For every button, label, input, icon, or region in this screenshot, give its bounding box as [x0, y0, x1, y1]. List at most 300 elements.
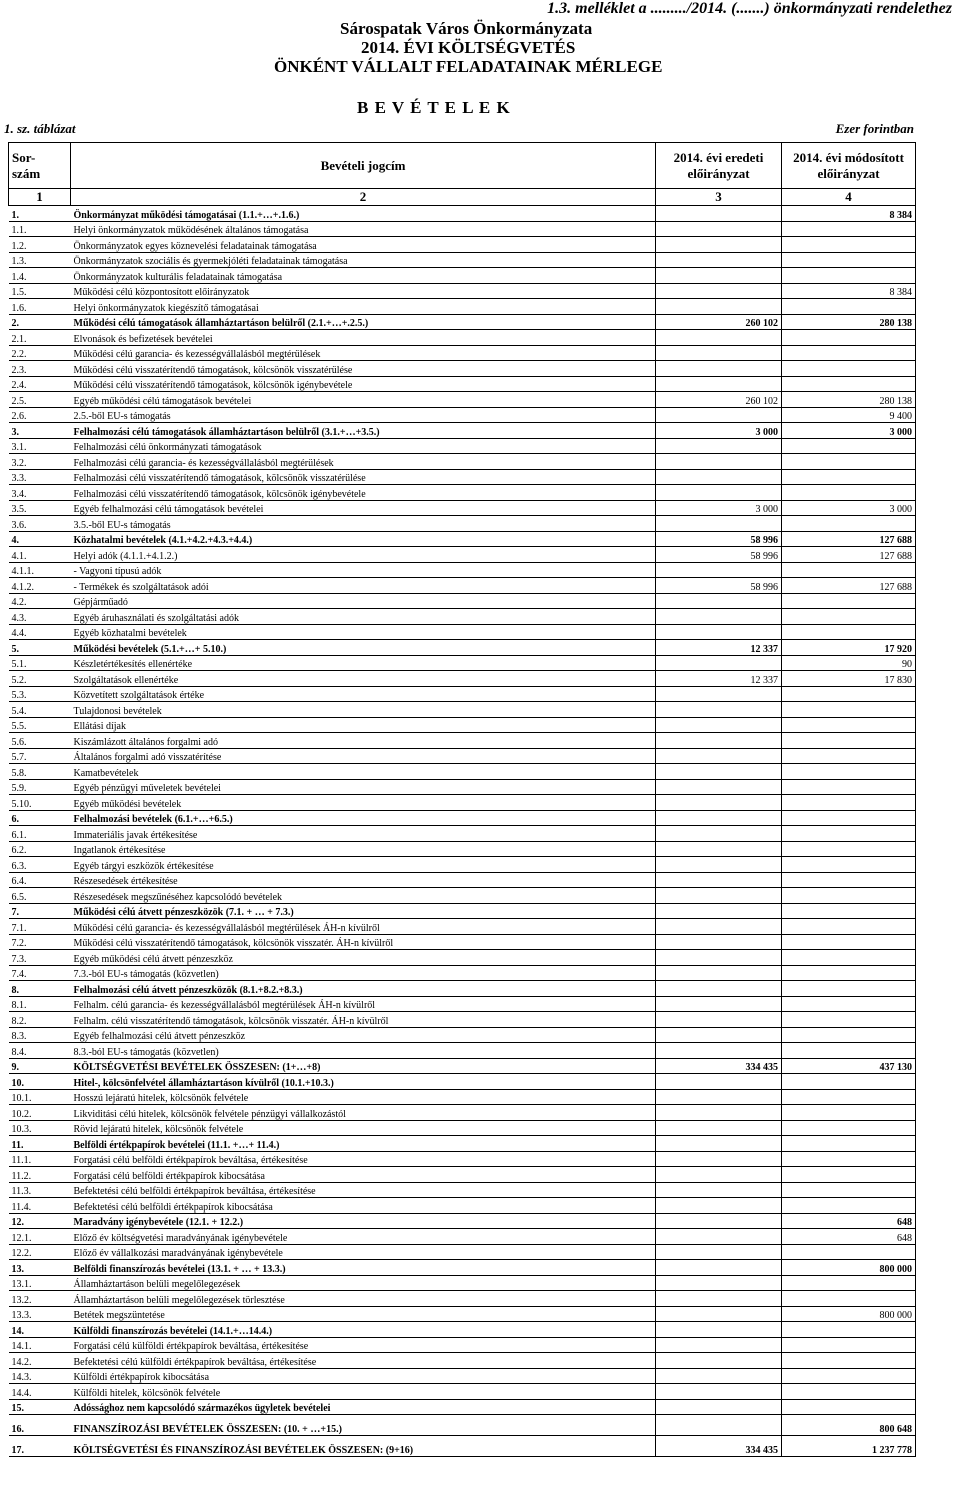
- row-original-amount: [656, 934, 782, 950]
- row-number: 5.2.: [9, 671, 71, 687]
- row-original-amount: [656, 1182, 782, 1198]
- row-modified-amount: [782, 1244, 916, 1260]
- annex-reference: 1.3. melléklet a ........./2014. (.......) önkormányzati rendelethez: [547, 0, 952, 17]
- row-modified-amount: 648: [782, 1213, 916, 1229]
- row-modified-amount: [782, 562, 916, 578]
- row-number: 13.1.: [9, 1275, 71, 1291]
- row-modified-amount: 3 000: [782, 423, 916, 439]
- row-original-amount: [656, 469, 782, 485]
- row-label: Működési célú garancia- és kezességvállalásból megtérülések: [71, 345, 656, 361]
- row-label: Felhalmozási célú visszatérítendő támogatások, kölcsönök visszatérülése: [71, 469, 656, 485]
- row-number: 7.3.: [9, 950, 71, 966]
- table-row: [9, 516, 916, 532]
- row-original-amount: [656, 283, 782, 299]
- row-label: Részesedések értékesítése: [71, 872, 656, 888]
- table-row: [9, 826, 916, 842]
- table-row: [9, 686, 916, 702]
- row-label: Tulajdonosi bevételek: [71, 702, 656, 718]
- row-original-amount: [656, 748, 782, 764]
- row-number: 11.: [9, 1136, 71, 1152]
- row-number: 2.1.: [9, 330, 71, 346]
- row-label: Felhalmozási célú támogatások államháztartáson belülről (3.1.+…+3.5.): [71, 423, 656, 439]
- row-number: 14.3.: [9, 1368, 71, 1384]
- row-original-amount: [656, 562, 782, 578]
- row-modified-amount: [782, 438, 916, 454]
- row-modified-amount: [782, 485, 916, 501]
- row-label: Működési célú támogatások államháztartáson belülről (2.1.+…+.2.5.): [71, 314, 656, 330]
- row-original-amount: 260 102: [656, 392, 782, 408]
- row-modified-amount: [782, 965, 916, 981]
- row-number: 8.: [9, 981, 71, 997]
- col-number-1: 1: [9, 189, 71, 206]
- row-number: 8.1.: [9, 996, 71, 1012]
- table-row: [9, 764, 916, 780]
- row-number: 4.1.: [9, 547, 71, 563]
- row-number: 7.: [9, 903, 71, 919]
- row-modified-amount: [782, 733, 916, 749]
- row-modified-amount: [782, 950, 916, 966]
- row-original-amount: [656, 609, 782, 625]
- row-number: 1.: [9, 206, 71, 222]
- row-number: 10.3.: [9, 1120, 71, 1136]
- table-row: [9, 1182, 916, 1198]
- row-label: Közvetített szolgáltatások értéke: [71, 686, 656, 702]
- row-original-amount: [656, 872, 782, 888]
- row-label: Betétek megszüntetése: [71, 1306, 656, 1322]
- row-label: FINANSZÍROZÁSI BEVÉTELEK ÖSSZESEN: (10. + …+15.): [71, 1415, 656, 1436]
- row-modified-amount: [782, 1337, 916, 1353]
- table-row: [9, 1058, 916, 1074]
- table-row: [9, 469, 916, 485]
- table-row: [9, 1275, 916, 1291]
- row-number: 3.3.: [9, 469, 71, 485]
- row-number: 11.2.: [9, 1167, 71, 1183]
- row-modified-amount: [782, 516, 916, 532]
- row-original-amount: [656, 1198, 782, 1214]
- row-original-amount: [656, 717, 782, 733]
- row-label: 7.3.-ból EU-s támogatás (közvetlen): [71, 965, 656, 981]
- table-row: [9, 237, 916, 253]
- table-row: [9, 1384, 916, 1400]
- row-modified-amount: [782, 1275, 916, 1291]
- row-number: 4.1.2.: [9, 578, 71, 594]
- row-original-amount: [656, 1089, 782, 1105]
- row-label: Felhalmozási célú önkormányzati támogatások: [71, 438, 656, 454]
- section-title: B E V É T E L E K: [357, 98, 511, 117]
- row-label: Felhalmozási bevételek (6.1.+…+6.5.): [71, 810, 656, 826]
- row-modified-amount: [782, 1399, 916, 1415]
- table-row: [9, 950, 916, 966]
- row-original-amount: [656, 981, 782, 997]
- row-label: Előző év költségvetési maradványának igénybevétele: [71, 1229, 656, 1245]
- row-label: Részesedések megszűnéséhez kapcsolódó bevételek: [71, 888, 656, 904]
- row-label: KÖLTSÉGVETÉSI BEVÉTELEK ÖSSZESEN: (1+…+8): [71, 1058, 656, 1074]
- row-modified-amount: 9 400: [782, 407, 916, 423]
- row-modified-amount: [782, 748, 916, 764]
- row-label: Befektetési célú belföldi értékpapírok beváltása, értékesítése: [71, 1182, 656, 1198]
- row-modified-amount: 127 688: [782, 547, 916, 563]
- row-modified-amount: 17 830: [782, 671, 916, 687]
- row-number: 11.3.: [9, 1182, 71, 1198]
- row-modified-amount: [782, 934, 916, 950]
- table-row: [9, 1260, 916, 1276]
- row-label: Forgatási célú külföldi értékpapírok beváltása, értékesítése: [71, 1337, 656, 1353]
- row-label: Kiszámlázott általános forgalmi adó: [71, 733, 656, 749]
- table-row: [9, 655, 916, 671]
- row-number: 14.2.: [9, 1353, 71, 1369]
- table-row: [9, 1436, 916, 1457]
- table-row: [9, 1167, 916, 1183]
- row-number: 4.1.1.: [9, 562, 71, 578]
- row-label: Likviditási célú hitelek, kölcsönök felvétele pénzügyi vállalkozástól: [71, 1105, 656, 1121]
- row-original-amount: 58 996: [656, 578, 782, 594]
- table-row: [9, 314, 916, 330]
- row-original-amount: [656, 1151, 782, 1167]
- row-modified-amount: [782, 779, 916, 795]
- row-modified-amount: 90: [782, 655, 916, 671]
- row-label: Helyi önkormányzatok működésének általános támogatása: [71, 221, 656, 237]
- table-row: [9, 1415, 916, 1436]
- row-number: 6.4.: [9, 872, 71, 888]
- row-modified-amount: 648: [782, 1229, 916, 1245]
- row-original-amount: [656, 438, 782, 454]
- row-label: Működési célú visszatérítendő támogatások, kölcsönök visszatérülése: [71, 361, 656, 377]
- row-number: 1.3.: [9, 252, 71, 268]
- row-number: 3.6.: [9, 516, 71, 532]
- table-number: 1. sz. táblázat: [4, 121, 76, 136]
- row-modified-amount: [782, 1043, 916, 1059]
- row-label: Ingatlanok értékesítése: [71, 841, 656, 857]
- table-row: [9, 1291, 916, 1307]
- table-row: [9, 578, 916, 594]
- row-number: 2.2.: [9, 345, 71, 361]
- row-original-amount: [656, 407, 782, 423]
- row-label: Maradvány igénybevétele (12.1. + 12.2.): [71, 1213, 656, 1229]
- table-row: [9, 500, 916, 516]
- table-row: [9, 562, 916, 578]
- row-label: 3.5.-ből EU-s támogatás: [71, 516, 656, 532]
- row-label: KÖLTSÉGVETÉSI ÉS FINANSZÍROZÁSI BEVÉTELEK ÖSSZESEN: (9+16): [71, 1436, 656, 1457]
- row-label: - Vagyoni típusú adók: [71, 562, 656, 578]
- row-label: 2.5.-ből EU-s támogatás: [71, 407, 656, 423]
- table-row: [9, 671, 916, 687]
- table-row: [9, 423, 916, 439]
- row-original-amount: [656, 1275, 782, 1291]
- row-modified-amount: 3 000: [782, 500, 916, 516]
- table-row: [9, 1399, 916, 1415]
- row-modified-amount: [782, 1198, 916, 1214]
- table-row: [9, 1368, 916, 1384]
- row-label: - Termékek és szolgáltatások adói: [71, 578, 656, 594]
- row-label: Hosszú lejáratú hitelek, kölcsönök felvétele: [71, 1089, 656, 1105]
- table-row: [9, 438, 916, 454]
- row-number: 2.5.: [9, 392, 71, 408]
- row-original-amount: 260 102: [656, 314, 782, 330]
- row-label: Felhalm. célú garancia- és kezességvállalásból megtérülések ÁH-n kívülről: [71, 996, 656, 1012]
- row-label: Általános forgalmi adó visszatérítése: [71, 748, 656, 764]
- row-label: Forgatási célú belföldi értékpapírok kibocsátása: [71, 1167, 656, 1183]
- row-modified-amount: [782, 996, 916, 1012]
- col-header-name: Bevételi jogcím: [71, 143, 656, 189]
- row-modified-amount: 800 648: [782, 1415, 916, 1436]
- row-modified-amount: [782, 469, 916, 485]
- row-label: Felhalmozási célú visszatérítendő támogatások, kölcsönök igénybevétele: [71, 485, 656, 501]
- row-original-amount: [656, 1012, 782, 1028]
- row-modified-amount: [782, 454, 916, 470]
- row-number: 1.6.: [9, 299, 71, 315]
- row-number: 2.6.: [9, 407, 71, 423]
- row-original-amount: [656, 237, 782, 253]
- row-number: 5.10.: [9, 795, 71, 811]
- row-number: 5.6.: [9, 733, 71, 749]
- row-modified-amount: 127 688: [782, 578, 916, 594]
- row-number: 4.3.: [9, 609, 71, 625]
- row-modified-amount: [782, 1182, 916, 1198]
- table-row: [9, 609, 916, 625]
- table-row: [9, 810, 916, 826]
- row-number: 12.2.: [9, 1244, 71, 1260]
- table-row: [9, 1229, 916, 1245]
- row-number: 14.: [9, 1322, 71, 1338]
- row-original-amount: [656, 919, 782, 935]
- row-original-amount: [656, 1291, 782, 1307]
- row-label: Helyi adók (4.1.1.+4.1.2.): [71, 547, 656, 563]
- row-modified-amount: [782, 1353, 916, 1369]
- row-number: 4.2.: [9, 593, 71, 609]
- row-label: Felhalmozási célú átvett pénzeszközök (8.1.+8.2.+8.3.): [71, 981, 656, 997]
- table-row: [9, 1074, 916, 1090]
- row-modified-amount: 8 384: [782, 283, 916, 299]
- table-row: [9, 376, 916, 392]
- row-original-amount: [656, 376, 782, 392]
- row-modified-amount: [782, 299, 916, 315]
- table-row: [9, 1353, 916, 1369]
- row-modified-amount: [782, 857, 916, 873]
- row-number: 6.5.: [9, 888, 71, 904]
- row-original-amount: [656, 655, 782, 671]
- table-row: [9, 1136, 916, 1152]
- row-original-amount: [656, 330, 782, 346]
- table-row: [9, 206, 916, 222]
- table-row: [9, 1012, 916, 1028]
- row-label: Egyéb felhalmozási célú támogatások bevételei: [71, 500, 656, 516]
- table-row: [9, 485, 916, 501]
- table-row: [9, 330, 916, 346]
- table-row: [9, 996, 916, 1012]
- row-number: 5.7.: [9, 748, 71, 764]
- row-modified-amount: [782, 702, 916, 718]
- row-original-amount: [656, 810, 782, 826]
- row-number: 15.: [9, 1399, 71, 1415]
- row-label: Hitel-, kölcsönfelvétel államháztartáson kívülről (10.1.+10.3.): [71, 1074, 656, 1090]
- row-original-amount: [656, 702, 782, 718]
- row-number: 11.1.: [9, 1151, 71, 1167]
- row-number: 5.3.: [9, 686, 71, 702]
- row-number: 14.1.: [9, 1337, 71, 1353]
- row-original-amount: [656, 345, 782, 361]
- row-original-amount: [656, 1244, 782, 1260]
- row-modified-amount: [782, 888, 916, 904]
- row-original-amount: [656, 1415, 782, 1436]
- col-header-no: Sor- szám: [9, 143, 71, 189]
- row-label: Befektetési célú belföldi értékpapírok kibocsátása: [71, 1198, 656, 1214]
- row-original-amount: [656, 888, 782, 904]
- row-modified-amount: 8 384: [782, 206, 916, 222]
- row-number: 1.2.: [9, 237, 71, 253]
- row-label: Előző év vállalkozási maradványának igénybevétele: [71, 1244, 656, 1260]
- row-original-amount: 3 000: [656, 423, 782, 439]
- row-original-amount: [656, 733, 782, 749]
- row-number: 11.4.: [9, 1198, 71, 1214]
- row-original-amount: 58 996: [656, 547, 782, 563]
- row-number: 1.4.: [9, 268, 71, 284]
- row-label: Ellátási díjak: [71, 717, 656, 733]
- row-label: Államháztartáson belüli megelőlegezések törlesztése: [71, 1291, 656, 1307]
- row-number: 3.5.: [9, 500, 71, 516]
- row-number: 13.2.: [9, 1291, 71, 1307]
- row-original-amount: [656, 950, 782, 966]
- row-modified-amount: [782, 330, 916, 346]
- row-original-amount: [656, 1368, 782, 1384]
- row-modified-amount: [782, 686, 916, 702]
- row-modified-amount: [782, 764, 916, 780]
- row-number: 13.3.: [9, 1306, 71, 1322]
- row-modified-amount: [782, 268, 916, 284]
- row-original-amount: [656, 299, 782, 315]
- row-modified-amount: [782, 237, 916, 253]
- row-original-amount: [656, 1136, 782, 1152]
- row-number: 5.9.: [9, 779, 71, 795]
- row-label: Rövid lejáratú hitelek, kölcsönök felvétele: [71, 1120, 656, 1136]
- row-label: Működési célú garancia- és kezességvállalásból megtérülések ÁH-n kívülről: [71, 919, 656, 935]
- row-label: Gépjárműadó: [71, 593, 656, 609]
- row-original-amount: [656, 206, 782, 222]
- document-title-line-2: 2014. ÉVI KÖLTSÉGVETÉS: [361, 38, 576, 57]
- row-label: Államháztartáson belüli megelőlegezések: [71, 1275, 656, 1291]
- row-modified-amount: [782, 1105, 916, 1121]
- row-label: Befektetési célú külföldi értékpapírok beváltása, értékesítése: [71, 1353, 656, 1369]
- table-row: [9, 392, 916, 408]
- row-number: 6.3.: [9, 857, 71, 873]
- table-row: [9, 547, 916, 563]
- row-original-amount: [656, 795, 782, 811]
- row-number: 2.3.: [9, 361, 71, 377]
- table-row: [9, 361, 916, 377]
- table-row: [9, 252, 916, 268]
- row-label: Forgatási célú belföldi értékpapírok beváltása, értékesítése: [71, 1151, 656, 1167]
- row-number: 12.: [9, 1213, 71, 1229]
- table-row: [9, 795, 916, 811]
- table-row: [9, 1213, 916, 1229]
- row-number: 6.2.: [9, 841, 71, 857]
- unit-label: Ezer forintban: [835, 121, 914, 136]
- table-row: [9, 888, 916, 904]
- row-number: 9.: [9, 1058, 71, 1074]
- row-modified-amount: [782, 810, 916, 826]
- row-label: Működési célú visszatérítendő támogatások, kölcsönök igénybevétele: [71, 376, 656, 392]
- table-row: [9, 872, 916, 888]
- table-row: [9, 268, 916, 284]
- table-row: [9, 1198, 916, 1214]
- row-modified-amount: [782, 221, 916, 237]
- table-row: [9, 1306, 916, 1322]
- row-number: 8.2.: [9, 1012, 71, 1028]
- row-label: Kamatbevételek: [71, 764, 656, 780]
- row-modified-amount: 800 000: [782, 1260, 916, 1276]
- row-label: Működési célú átvett pénzeszközök (7.1. + … + 7.3.): [71, 903, 656, 919]
- row-number: 3.: [9, 423, 71, 439]
- col-header-orig: 2014. évi eredeti előirányzat: [656, 143, 782, 189]
- row-number: 2.4.: [9, 376, 71, 392]
- row-original-amount: [656, 779, 782, 795]
- row-number: 17.: [9, 1436, 71, 1457]
- row-label: Önkormányzat működési támogatásai (1.1.+…+.1.6.): [71, 206, 656, 222]
- row-label: Szolgáltatások ellenértéke: [71, 671, 656, 687]
- row-modified-amount: [782, 841, 916, 857]
- table-row: [9, 934, 916, 950]
- table-row: [9, 407, 916, 423]
- row-label: Egyéb működési célú átvett pénzeszköz: [71, 950, 656, 966]
- row-original-amount: [656, 1213, 782, 1229]
- row-original-amount: [656, 1027, 782, 1043]
- row-label: Elvonások és befizetések bevételei: [71, 330, 656, 346]
- row-label: Egyéb közhatalmi bevételek: [71, 624, 656, 640]
- table-row: [9, 965, 916, 981]
- row-modified-amount: [782, 1167, 916, 1183]
- row-original-amount: [656, 1353, 782, 1369]
- table-row: [9, 981, 916, 997]
- row-original-amount: 3 000: [656, 500, 782, 516]
- row-label: Készletértékesítés ellenértéke: [71, 655, 656, 671]
- row-number: 8.4.: [9, 1043, 71, 1059]
- col-header-mod: 2014. évi módosított előirányzat: [782, 143, 916, 189]
- row-original-amount: 334 435: [656, 1436, 782, 1457]
- table-row: [9, 717, 916, 733]
- row-modified-amount: [782, 624, 916, 640]
- row-original-amount: 12 337: [656, 671, 782, 687]
- row-original-amount: 12 337: [656, 640, 782, 656]
- row-original-amount: [656, 485, 782, 501]
- row-original-amount: 334 435: [656, 1058, 782, 1074]
- row-number: 13.: [9, 1260, 71, 1276]
- row-modified-amount: [782, 1012, 916, 1028]
- row-original-amount: [656, 516, 782, 532]
- row-original-amount: [656, 1322, 782, 1338]
- table-row: [9, 640, 916, 656]
- row-modified-amount: [782, 1089, 916, 1105]
- row-original-amount: [656, 252, 782, 268]
- row-original-amount: [656, 686, 782, 702]
- row-modified-amount: 280 138: [782, 392, 916, 408]
- row-label: Külföldi értékpapírok kibocsátása: [71, 1368, 656, 1384]
- row-modified-amount: 800 000: [782, 1306, 916, 1322]
- row-number: 10.2.: [9, 1105, 71, 1121]
- row-original-amount: [656, 454, 782, 470]
- row-modified-amount: [782, 361, 916, 377]
- row-number: 1.5.: [9, 283, 71, 299]
- row-number: 2.: [9, 314, 71, 330]
- row-modified-amount: [782, 609, 916, 625]
- row-label: Külföldi finanszírozás bevételei (14.1.+…14.4.): [71, 1322, 656, 1338]
- row-original-amount: [656, 1384, 782, 1400]
- row-original-amount: [656, 1074, 782, 1090]
- row-number: 10.: [9, 1074, 71, 1090]
- row-number: 5.4.: [9, 702, 71, 718]
- row-original-amount: [656, 1043, 782, 1059]
- row-original-amount: [656, 903, 782, 919]
- table-row: [9, 221, 916, 237]
- row-number: 6.: [9, 810, 71, 826]
